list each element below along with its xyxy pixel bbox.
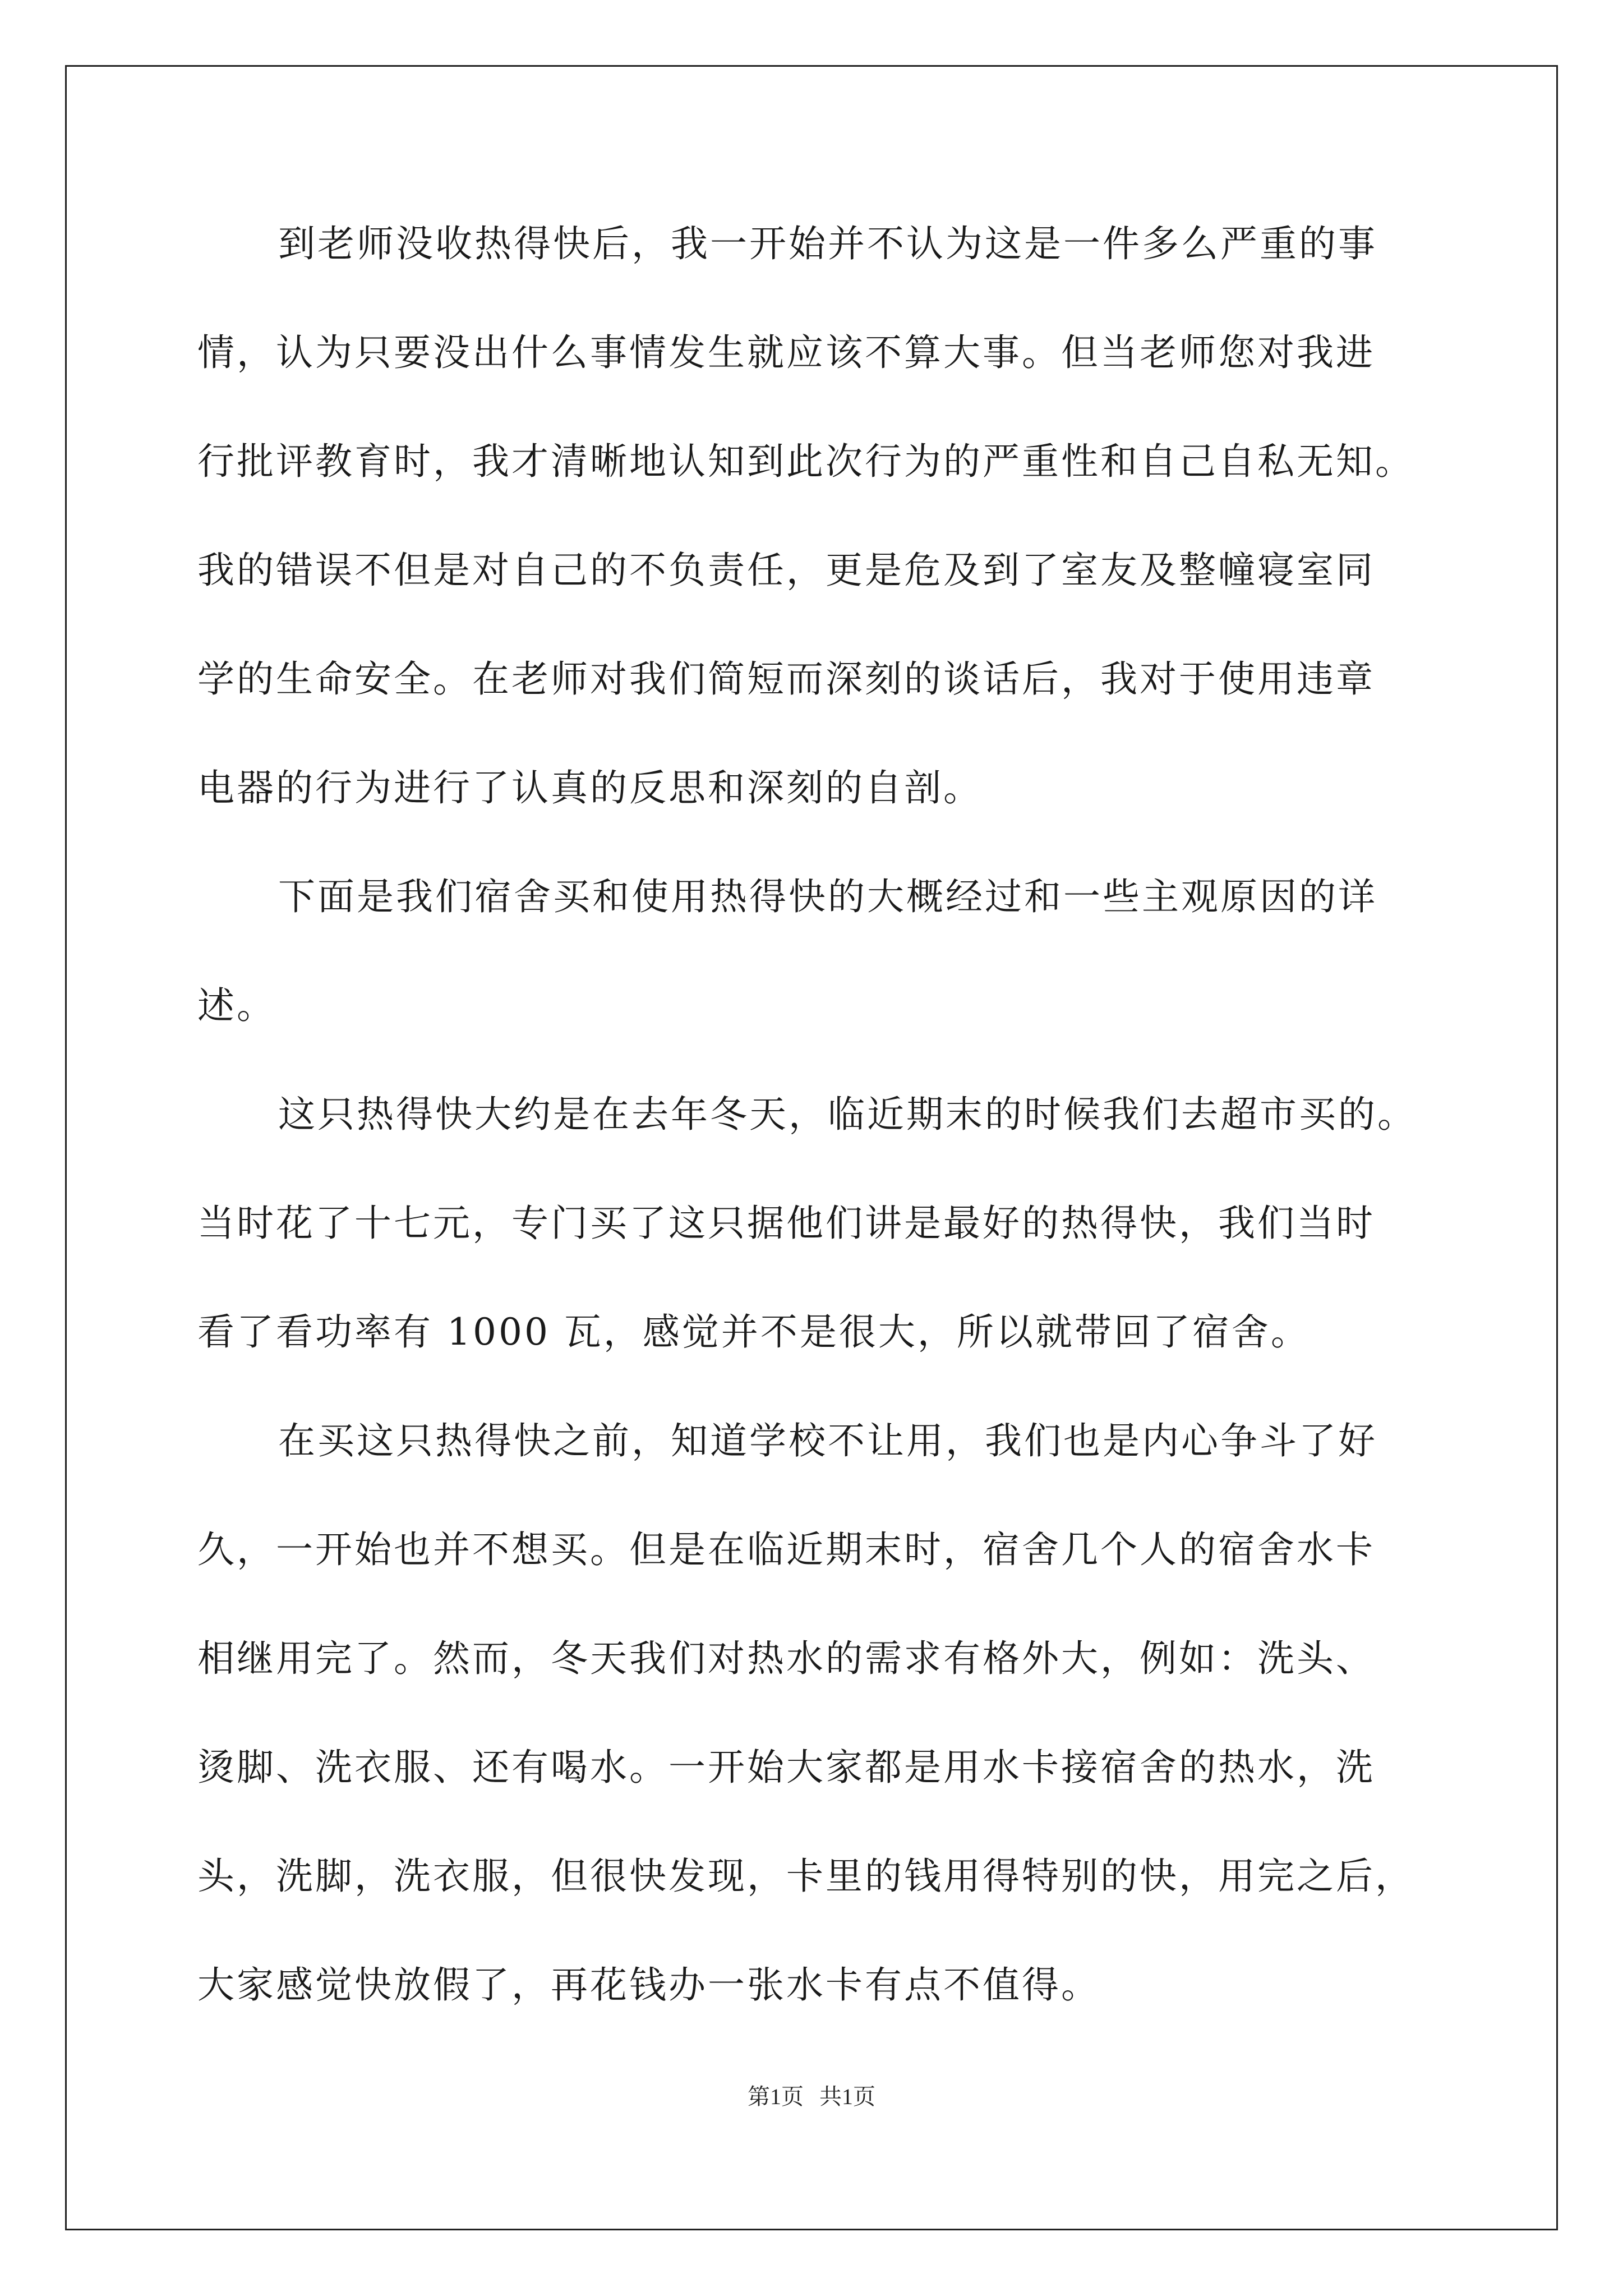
page-number: 第1页 xyxy=(748,2084,804,2109)
paragraph-line: 述。 xyxy=(197,984,276,1027)
page-total: 共1页 xyxy=(819,2084,875,2109)
paragraph-line: 电器的行为进行了认真的反思和深刻的自剖。 xyxy=(197,766,983,809)
paragraph-line: 我的错误不但是对自己的不负责任，更是危及到了室友及整幢寝室同 xyxy=(197,549,1375,592)
paragraph-line: 情，认为只要没出什么事情发生就应该不算大事。但当老师您对我进 xyxy=(197,331,1375,374)
paragraph-line: 学的生命安全。在老师对我们简短而深刻的谈话后，我对于使用违章 xyxy=(197,657,1375,701)
paragraph-line: 久，一开始也并不想买。但是在临近期末时，宿舍几个人的宿舍水卡 xyxy=(197,1528,1375,1571)
paragraph-line: 在买这只热得快之前，知道学校不让用，我们也是内心争斗了好 xyxy=(278,1419,1377,1462)
paragraph-line: 当时花了十七元，专门买了这只据他们讲是最好的热得快，我们当时 xyxy=(197,1202,1375,1245)
paragraph-line: 下面是我们宿舍买和使用热得快的大概经过和一些主观原因的详 xyxy=(278,875,1377,918)
paragraph-line: 相继用完了。然而，冬天我们对热水的需求有格外大，例如：洗头、 xyxy=(197,1637,1375,1680)
paragraph-line: 头，洗脚，洗衣服，但很快发现，卡里的钱用得特别的快，用完之后， xyxy=(197,1855,1414,1898)
paragraph-line: 到老师没收热得快后，我一开始并不认为这是一件多么严重的事 xyxy=(278,222,1377,265)
paragraph-line: 看了看功率有 1000 瓦，感觉并不是很大，所以就带回了宿舍。 xyxy=(197,1310,1310,1354)
paragraph-line: 大家感觉快放假了，再花钱办一张水卡有点不值得。 xyxy=(197,1963,1100,2007)
page-footer xyxy=(0,2080,1623,2114)
paragraph-line: 行批评教育时，我才清晰地认知到此次行为的严重性和自己自私无知。 xyxy=(197,440,1414,483)
paragraph-line: 烫脚、洗衣服、还有喝水。一开始大家都是用水卡接宿舍的热水，洗 xyxy=(197,1746,1375,1789)
page-border xyxy=(65,65,1558,2230)
paragraph-line: 这只热得快大约是在去年冬天，临近期末的时候我们去超市买的。 xyxy=(278,1093,1417,1136)
